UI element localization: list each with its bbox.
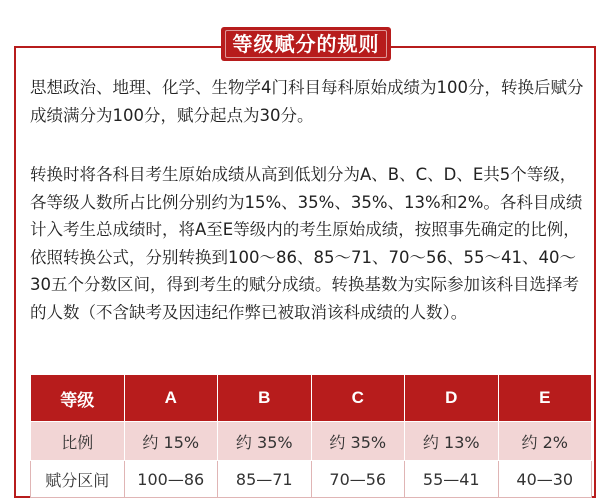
banner-inner-border [225,30,387,58]
header-cell: A [124,375,218,422]
header-cell: D [405,375,499,422]
header-cell: E [498,375,592,422]
header-cell: C [311,375,405,422]
table-cell: 约 13% [405,422,499,461]
page-title: 等级赋分的规则 [232,32,380,56]
rule-paragraph-1: 思想政治、地理、化学、生物学4门科目每科原始成绩为100分，转换后赋分成绩满分为100分，赋分起点为30分。 [30,78,584,125]
row-label: 比例 [31,422,125,461]
table-cell: 约 35% [218,422,312,461]
header-cell: B [218,375,312,422]
header-cell: 等级 [31,375,125,422]
table-cell: 85—71 [218,461,312,498]
table-cell: 70—56 [311,461,405,498]
table-cell: 约 15% [124,422,218,461]
table-cell: 100—86 [124,461,218,498]
table-header-row [31,375,592,422]
table-cell: 约 2% [498,422,592,461]
table-row-range [31,461,592,498]
grade-table [30,374,592,498]
table-cell: 约 35% [311,422,405,461]
table-cell: 55—41 [405,461,499,498]
title-banner [221,27,391,61]
row-label: 赋分区间 [31,461,125,498]
table-row-ratio [31,422,592,461]
table-cell: 40—30 [498,461,592,498]
rule-paragraph-2: 转换时将各科目考生原始成绩从高到低划分为A、B、C、D、E共5个等级，各等级人数所占比例分别约为15%、35%、35%、13%和2%。各科目成绩计入考生总成绩时，将A至E等级内的考生原始成绩，按照事先确定的比例，依照转换公式，分别转换到100～86、85～71、70～56、55～41、40～30五个分数区间，得到考生的赋分成绩。转换基数为实际参加该科目选择考的人数（不含缺考及因违纪作弊已被取消该科成绩的人数）。 [30,165,583,322]
